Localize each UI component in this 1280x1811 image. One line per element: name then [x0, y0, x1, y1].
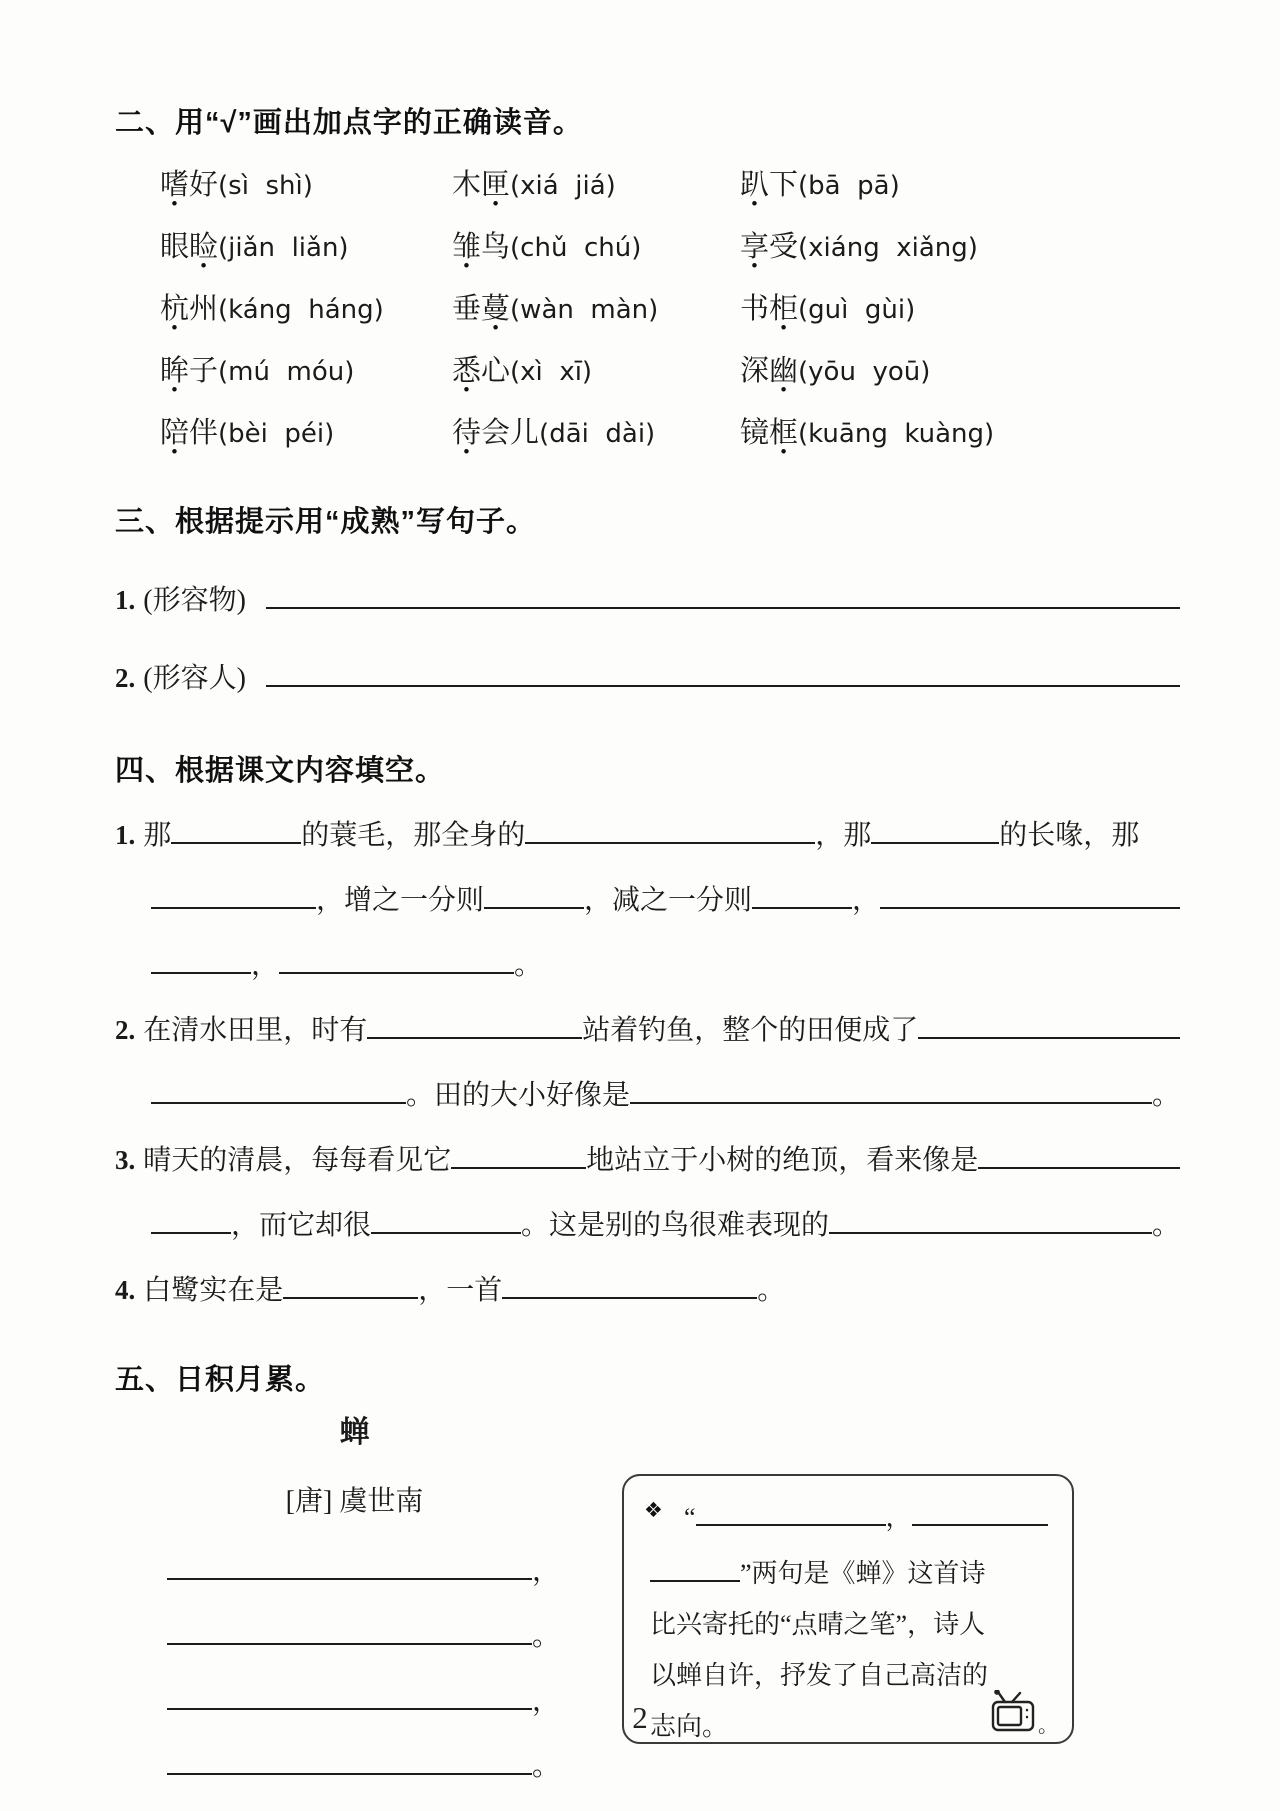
dotted-character: 眸	[160, 355, 190, 387]
fill-in-blank[interactable]	[912, 1496, 1048, 1526]
fill-line	[115, 1139, 1180, 1179]
word-characters	[160, 231, 218, 263]
sentence-item	[115, 578, 1180, 618]
item-hint: (形容人)	[143, 663, 246, 694]
text-run: 。	[532, 1751, 561, 1782]
text-run: 。	[757, 1275, 786, 1306]
word-characters	[740, 293, 798, 325]
text-run: ，那	[815, 820, 872, 851]
pinyin-options[interactable]: (bèi péi)	[218, 419, 335, 449]
fill-in-blank[interactable]	[167, 1615, 532, 1645]
word-characters	[740, 417, 798, 449]
character: 好	[189, 169, 219, 201]
item-number: 1.	[115, 585, 136, 615]
item-number: 2.	[115, 1015, 136, 1045]
word-item	[160, 291, 452, 329]
text-run: ，	[532, 1686, 561, 1717]
word-item	[452, 229, 740, 267]
fill-in-blank[interactable]	[752, 879, 852, 909]
sentence-item	[115, 656, 1180, 696]
text-run: 。	[1151, 1210, 1180, 1241]
dotted-character: 享	[740, 231, 770, 263]
dotted-character: 雏	[452, 231, 482, 263]
word-characters	[160, 169, 218, 201]
note-line	[650, 1496, 1048, 1535]
fill-in-blank[interactable]	[502, 1269, 757, 1299]
fill-in-blank[interactable]	[918, 1009, 1180, 1039]
poem-author: [唐] 虞世南	[285, 1486, 424, 1517]
fill-in-blank[interactable]	[451, 1139, 586, 1169]
fill-in-blank[interactable]	[266, 657, 1180, 687]
text-run: ，	[885, 1503, 912, 1532]
character: 心	[481, 355, 511, 387]
pinyin-options[interactable]: (guì gùi)	[798, 295, 916, 325]
poem-line	[167, 1744, 567, 1780]
note-line	[650, 1659, 1048, 1693]
text-run: 晴天的清晨，每每看见它	[143, 1145, 452, 1176]
fill-in-blank[interactable]	[151, 944, 251, 974]
fill-line	[115, 1009, 1180, 1049]
fill-line	[115, 1204, 1180, 1244]
text-run: 。这是别的鸟很难表现的	[521, 1210, 830, 1241]
word-characters	[160, 417, 218, 449]
word-item	[160, 415, 452, 453]
fill-in-blank[interactable]	[151, 1204, 231, 1234]
dotted-character: 匣	[481, 169, 511, 201]
word-item	[160, 229, 452, 267]
text-run: ”两句是《蝉》这首诗	[740, 1559, 986, 1588]
dotted-character: 柜	[769, 293, 799, 325]
section-two-title: 二、用“√”画出加点字的正确读音。	[115, 107, 583, 139]
word-characters	[160, 355, 218, 387]
word-item	[452, 167, 740, 205]
item-number: 1.	[115, 820, 136, 850]
word-characters	[452, 417, 539, 449]
note-line	[650, 1608, 1048, 1642]
text-run: 。	[532, 1621, 561, 1652]
word-item	[160, 353, 452, 391]
pinyin-options[interactable]: (xì xī)	[510, 357, 593, 387]
diamond-bullet-icon: ❖	[644, 1498, 663, 1522]
fill-in-blank[interactable]	[880, 879, 1180, 909]
character: 下	[769, 169, 799, 201]
fill-in-blank[interactable]	[696, 1496, 886, 1526]
dotted-character: 陪	[160, 417, 190, 449]
text-run: 的长喙，那	[999, 820, 1140, 851]
pinyin-options[interactable]: (káng háng)	[218, 295, 384, 325]
pinyin-options[interactable]: (xiáng xiǎng)	[798, 233, 978, 263]
section-four-title: 四、根据课文内容填空。	[115, 755, 446, 787]
fill-in-blank[interactable]	[484, 879, 584, 909]
fill-in-blank[interactable]	[171, 814, 301, 844]
fill-line	[115, 879, 1180, 919]
section-sentences	[115, 499, 1180, 696]
item-number: 3.	[115, 1145, 136, 1175]
text-run: ，而它却很	[231, 1210, 372, 1241]
pinyin-options[interactable]: (sì shì)	[218, 171, 313, 201]
item-number: 4.	[115, 1275, 136, 1305]
word-characters	[740, 231, 798, 263]
word-item	[740, 353, 1180, 391]
word-item	[160, 167, 452, 205]
dotted-character: 悉	[452, 355, 482, 387]
text-run: “	[684, 1503, 696, 1532]
fill-in-blank[interactable]	[167, 1550, 532, 1580]
pinyin-options[interactable]: (dāi dài)	[539, 419, 656, 449]
fill-line	[115, 1074, 1180, 1114]
page-number: 2	[632, 1700, 648, 1735]
text-run: 的蓑毛，那全身的	[301, 820, 526, 851]
pinyin-options[interactable]: (xiá jiá)	[510, 171, 616, 201]
character: 深	[740, 355, 770, 387]
poem-line	[167, 1549, 567, 1585]
dotted-character: 杭	[160, 293, 190, 325]
pinyin-options[interactable]: (bā pā)	[798, 171, 900, 201]
text-run: 在清水田里，时有	[143, 1015, 368, 1046]
word-item	[740, 229, 1180, 267]
item-number: 2.	[115, 663, 136, 693]
pinyin-options[interactable]: (yōu yoū)	[798, 357, 931, 387]
text-run: 那	[143, 820, 172, 851]
pinyin-options[interactable]: (jiǎn liǎn)	[218, 233, 349, 263]
character: 鸟	[481, 231, 511, 263]
character: 会	[481, 417, 511, 449]
word-characters	[452, 355, 510, 387]
dotted-character: 幽	[769, 355, 799, 387]
word-characters	[452, 169, 510, 201]
text-run: 志向。	[650, 1712, 729, 1741]
decorative-period: 。	[1038, 1715, 1058, 1737]
character: 垂	[452, 293, 482, 325]
dotted-character: 嗜	[160, 169, 190, 201]
word-item	[740, 167, 1180, 205]
section-three-title: 三、根据提示用“成熟”写句子。	[115, 506, 537, 538]
word-grid	[160, 167, 1180, 453]
fill-line	[115, 944, 1180, 984]
character: 眼	[160, 231, 190, 263]
word-characters	[452, 293, 510, 325]
poem-line	[167, 1614, 567, 1650]
dotted-character: 框	[769, 417, 799, 449]
dotted-character: 趴	[740, 169, 770, 201]
dotted-character: 待	[452, 417, 482, 449]
fill-in-blank[interactable]	[283, 1269, 418, 1299]
section-pronunciation	[115, 100, 1180, 453]
pinyin-options[interactable]: (chǔ chú)	[510, 233, 642, 263]
section-fill-blanks	[115, 748, 1180, 1309]
character: 儿	[510, 417, 540, 449]
word-characters	[452, 231, 510, 263]
word-item	[740, 415, 1180, 453]
text-run: ，一首	[418, 1275, 503, 1306]
dotted-character: 睑	[189, 231, 219, 263]
pinyin-options[interactable]: (kuāng kuàng)	[798, 419, 995, 449]
word-characters	[740, 355, 798, 387]
fill-items	[115, 814, 1180, 1309]
text-run: ，增之一分则	[316, 885, 485, 916]
fill-in-blank[interactable]	[151, 1074, 406, 1104]
fill-in-blank[interactable]	[525, 814, 815, 844]
text-run: 比兴寄托的“点晴之笔”，诗人	[650, 1610, 986, 1639]
word-item	[740, 291, 1180, 329]
pinyin-options[interactable]: (mú móu)	[218, 357, 355, 387]
fill-in-blank[interactable]	[371, 1204, 521, 1234]
note-line	[650, 1552, 1048, 1591]
fill-in-blank[interactable]	[871, 814, 999, 844]
fill-in-blank[interactable]	[829, 1204, 1152, 1234]
character: 受	[769, 231, 799, 263]
text-run: 。	[1151, 1080, 1180, 1111]
character: 州	[189, 293, 219, 325]
text-run: ，减之一分则	[584, 885, 753, 916]
text-run: 地站立于小树的绝顶，看来像是	[586, 1145, 979, 1176]
text-run: ，	[251, 950, 280, 981]
section-five-title: 五、日积月累。	[115, 1364, 326, 1396]
item-hint: (形容物)	[143, 585, 246, 616]
fill-in-blank[interactable]	[167, 1745, 532, 1775]
text-run: ，	[852, 885, 881, 916]
character: 子	[189, 355, 219, 387]
fill-in-blank[interactable]	[630, 1074, 1152, 1104]
text-run: ，	[532, 1556, 561, 1587]
fill-line	[115, 814, 1180, 854]
fill-line	[115, 1269, 1180, 1309]
character: 木	[452, 169, 482, 201]
fill-in-blank[interactable]	[151, 879, 316, 909]
text-run: 。田的大小好像是	[406, 1080, 631, 1111]
text-run: 以蝉自许，抒发了自己高洁的	[650, 1661, 989, 1690]
fill-in-blank[interactable]	[978, 1139, 1180, 1169]
fill-in-blank[interactable]	[266, 579, 1180, 609]
fill-in-blank[interactable]	[279, 944, 514, 974]
word-item	[452, 353, 740, 391]
poem-title: 蝉	[339, 1416, 370, 1449]
word-characters	[740, 169, 798, 201]
word-characters	[160, 293, 218, 325]
text-run: 。	[514, 950, 543, 981]
character: 书	[740, 293, 770, 325]
dotted-character: 蔓	[481, 293, 511, 325]
word-item	[452, 415, 740, 453]
fill-in-blank[interactable]	[367, 1009, 582, 1039]
text-run: 站着钓鱼，整个的田便成了	[582, 1015, 919, 1046]
fill-in-blank[interactable]	[650, 1552, 740, 1582]
character: 镜	[740, 417, 770, 449]
text-run: 白鹭实在是	[143, 1275, 284, 1306]
pinyin-options[interactable]: (wàn màn)	[510, 295, 659, 325]
character: 伴	[189, 417, 219, 449]
word-item	[452, 291, 740, 329]
